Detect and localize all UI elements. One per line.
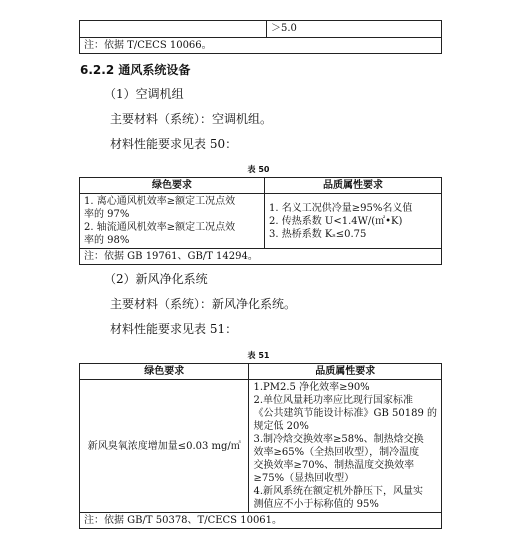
table50-header-green: 绿色要求 (80, 178, 265, 194)
table51-header-green: 绿色要求 (80, 364, 249, 380)
table50-green-line: 率的 98% (84, 235, 130, 246)
table50-quality-line: 3. 热桥系数 Kₛ≤0.75 (269, 228, 367, 240)
table50-green-cell (80, 194, 265, 249)
table51-quality-line: ≥75%（显热回收型） (253, 473, 355, 484)
table50-quality-line: 1. 名义工况供冷量≥95%名义值 (269, 202, 413, 214)
top-table-note: 注：依据 T/CECS 10066。 (80, 38, 442, 54)
table51-quality-line: 3.制冷焓交换效率≥58%、制热焓交换 (253, 434, 424, 445)
sub2-title: （2）新风净化系统 (104, 272, 208, 286)
table-51 (79, 363, 442, 529)
sub2-material: 主要材料（系统）：新风净化系统。 (110, 297, 297, 311)
table51-caption: 表 51 (247, 351, 270, 360)
sub1-ref: 材料性能要求见表 50： (110, 137, 238, 151)
sub1-title: （1）空调机组 (104, 87, 184, 101)
table50-note: 注：依据 GB 19761、GB/T 14294。 (80, 249, 442, 265)
table50-quality-line: 2. 传热系数 U<1.4W/(㎡•K) (269, 215, 403, 227)
table51-quality-line: 交换效率≥70%、制热温度交换效率 (253, 460, 415, 471)
top-table-empty-cell (80, 21, 267, 38)
section-heading: 6.2.2 通风系统设备 (80, 63, 191, 77)
table51-quality-line: 4.新风系统在额定机外静压下，风量实 (253, 486, 424, 497)
table51-quality-line: 规定低 20% (253, 421, 309, 432)
sub1-material: 主要材料（系统）：空调机组。 (110, 112, 273, 126)
table51-quality-line: 效率≥65%（全热回收型），制冷温度 (253, 447, 420, 458)
table51-quality-line: 《公共建筑节能设计标准》GB 50189 的 (253, 408, 437, 419)
table50-green-line: 1. 离心通风机效率≥额定工况点效 (84, 196, 236, 207)
table51-quality-line: 2.单位风量耗功率应比现行国家标准 (253, 395, 414, 406)
table50-quality-cell (265, 194, 442, 249)
table51-quality-line: 1.PM2.5 净化效率≥90% (253, 382, 370, 393)
table50-header-quality: 品质属性要求 (265, 178, 442, 194)
table51-green-cell: 新风臭氧浓度增加量≤0.03 mg/㎥ (80, 380, 249, 513)
table-50 (79, 177, 442, 265)
top-table-value-cell: ＞5.0 (267, 21, 442, 38)
table50-green-line: 2. 轴流通风机效率≥额定工况点效 (84, 222, 236, 233)
sub2-ref: 材料性能要求见表 51： (110, 322, 238, 336)
top-table-fragment (79, 20, 442, 54)
table51-note: 注：依据 GB/T 50378、T/CECS 10061。 (80, 513, 442, 529)
table50-caption: 表 50 (247, 165, 270, 174)
table51-header-quality: 品质属性要求 (249, 364, 442, 380)
table51-quality-line: 测值应不小于标称值的 95% (253, 499, 379, 510)
table50-green-line: 率的 97% (84, 209, 130, 220)
table51-quality-cell (249, 380, 442, 513)
